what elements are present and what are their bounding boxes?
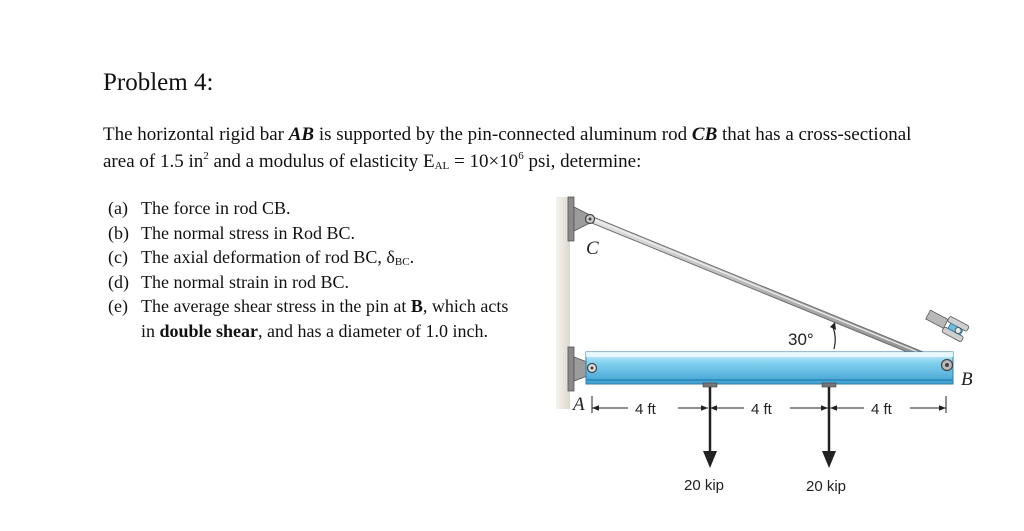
rod-cb xyxy=(590,218,947,365)
clevis-detail xyxy=(924,307,970,343)
question-list xyxy=(108,196,518,343)
question-d: (d) The normal strain in rod BC. xyxy=(108,271,349,292)
dim-label-1: 4 ft xyxy=(635,401,656,418)
angle-arc xyxy=(833,327,835,349)
label-a: A xyxy=(573,394,585,415)
load-label-2: 20 kip xyxy=(806,478,847,495)
bar-ab-label: AB xyxy=(288,124,315,145)
question-e: (e) The average shear stress in the pin at B, which acts in double shear, and has a diameter of 1.0 inch. xyxy=(108,296,509,341)
problem-title: Problem 4: xyxy=(103,69,214,96)
rigid-bar-ab xyxy=(586,352,953,384)
dim-label-3: 4 ft xyxy=(871,401,892,418)
load-arrow-2 xyxy=(822,383,836,468)
question-c: (c) The axial deformation of rod BC, $\delta_{BC}$. xyxy=(108,247,415,268)
angle-label: 30° xyxy=(788,330,814,349)
load-arrow-1 xyxy=(703,383,717,468)
label-c: C xyxy=(586,238,599,259)
structure-figure xyxy=(540,175,980,531)
question-b: (b) The normal stress in Rod BC. xyxy=(108,222,355,243)
rod-cb-label: CB xyxy=(691,124,718,145)
label-b: B xyxy=(961,369,973,390)
question-a: (a) The force in rod CB. xyxy=(108,198,291,218)
dim-label-2: 4 ft xyxy=(751,401,772,418)
load-label-1: 20 kip xyxy=(684,477,725,494)
problem-statement: The horizontal rigid bar AB is supported by the pin-connected aluminum rod CB that has a cross-sectional area of 1.5 $in^2$ and a modulus of elasticity $E_{AL} = 10\times 10^6$ psi, determine: xyxy=(103,124,912,172)
pin-b xyxy=(942,360,953,371)
